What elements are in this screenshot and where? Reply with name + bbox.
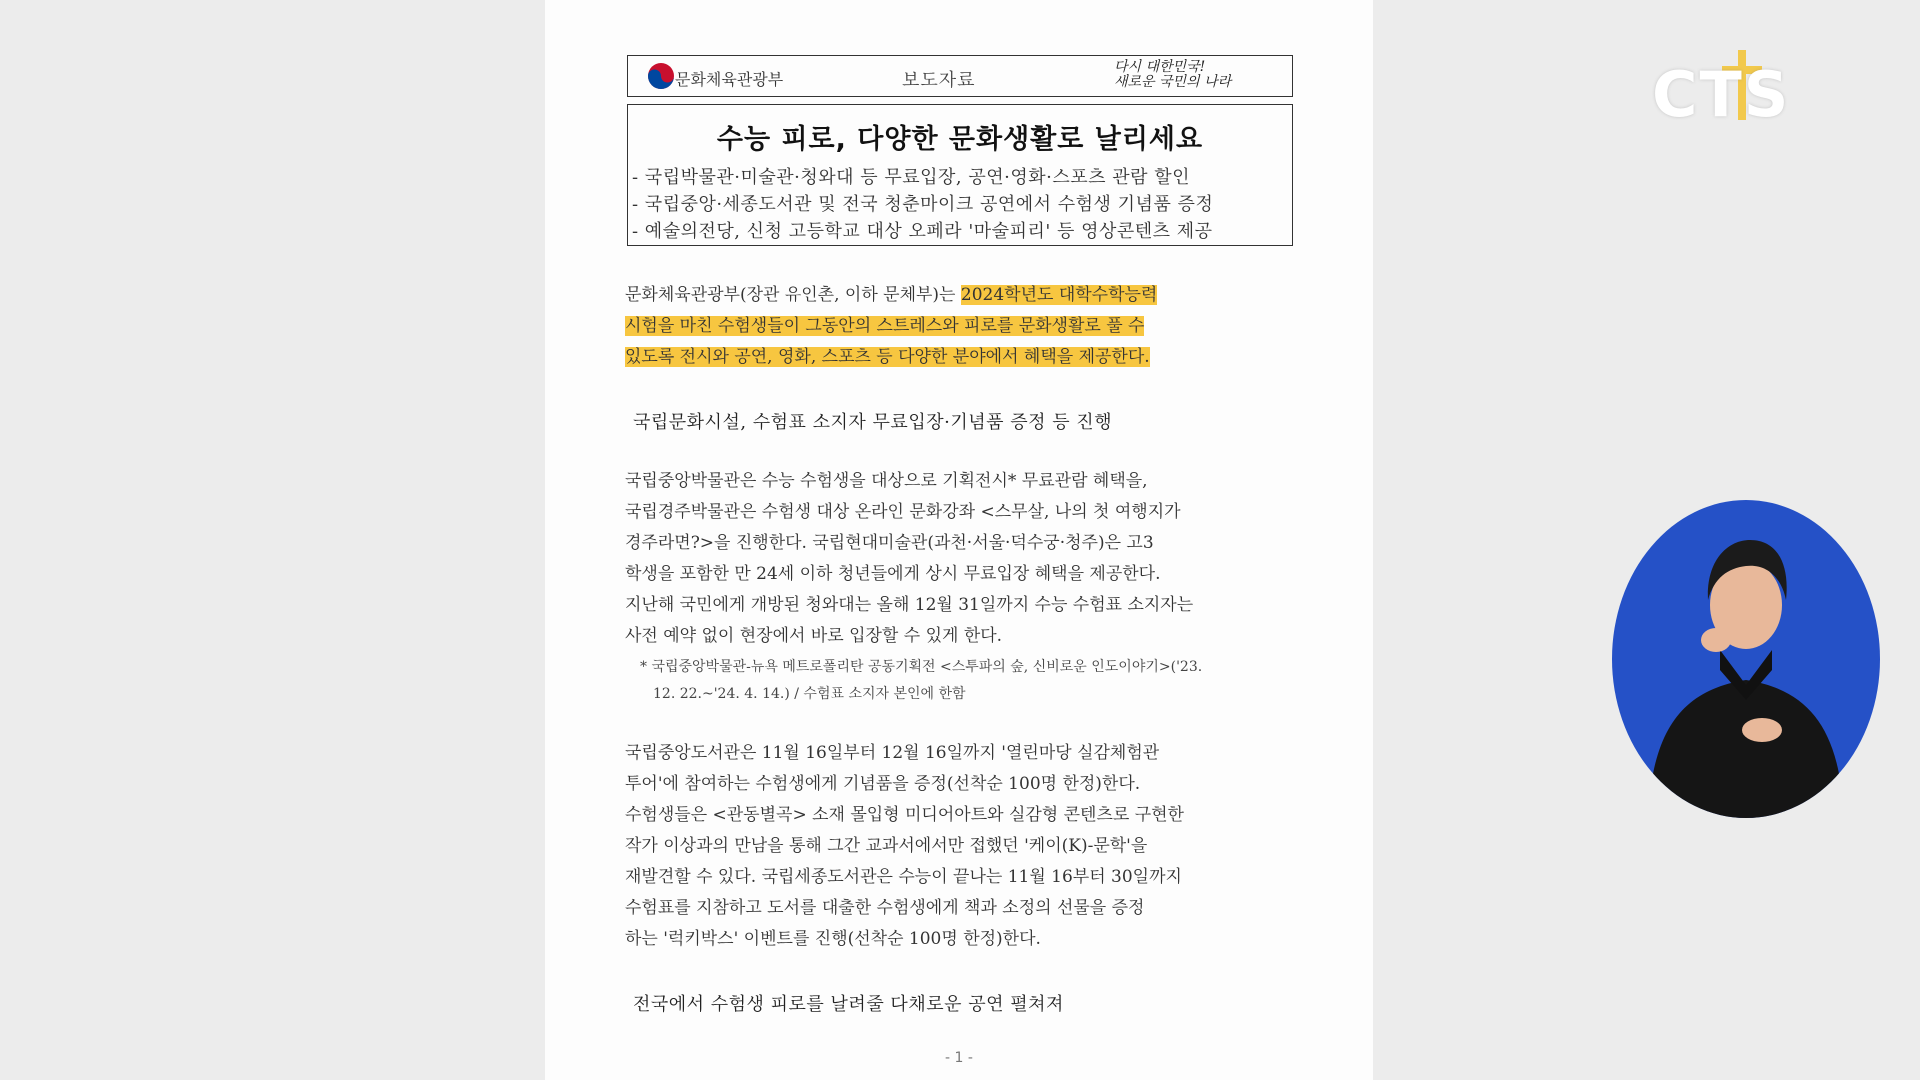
museum-paragraph (625, 466, 1295, 652)
library-paragraph (625, 738, 1295, 955)
section-heading-2: 전국에서 수험생 피로를 날려줄 다채로운 공연 펼쳐져 (633, 994, 1064, 1015)
museum-line-1: 국립중앙박물관은 수능 수험생을 대상으로 기획전시* 무료관람 혜택을, (625, 471, 1148, 491)
background-left (0, 0, 545, 1080)
document-title: 수능 피로, 다양한 문화생활로 날리세요 (716, 124, 1204, 155)
title-box (627, 104, 1293, 246)
page-number: - 1 - (945, 1050, 973, 1066)
library-line-3: 수험생들은 <관동별곡> 소재 몰입형 미디어아트와 실감형 콘텐츠로 구현한 (625, 805, 1184, 825)
intro-line-1 (625, 280, 1295, 311)
footnote-line-1: * 국립중앙박물관-뉴욕 메트로폴리탄 공동기획전 <스투파의 숲, 신비로운 인도이야기>('23. (640, 659, 1203, 675)
museum-line-5: 지난해 국민에게 개방된 청와대는 올해 12월 31일까지 수능 수험표 소지자는 (625, 595, 1194, 615)
subtitle-2: - 국립중앙·세종도서관 및 전국 청춘마이크 공연에서 수험생 기념품 증정 (632, 194, 1214, 215)
press-release-page (545, 0, 1373, 1080)
press-release-label: 보도자료 (902, 70, 976, 91)
intro-highlight-1: 2024학년도 대학수학능력 (960, 285, 1158, 305)
slogan (1114, 60, 1231, 90)
subtitle-1: - 국립박물관·미술관·청와대 등 무료입장, 공연·영화·스포츠 관람 할인 (632, 167, 1190, 188)
taegeuk-emblem-icon (647, 62, 675, 90)
museum-line-4: 학생을 포함한 만 24세 이하 청년들에게 상시 무료입장 혜택을 제공한다. (625, 564, 1161, 584)
library-line-7: 하는 '럭키박스' 이벤트를 진행(선착순 100명 한정)한다. (625, 929, 1041, 949)
library-line-1: 국립중앙도서관은 11월 16일부터 12월 16일까지 '열린마당 실감체험관 (625, 743, 1160, 763)
sign-language-interpreter (1612, 500, 1880, 818)
document-header (627, 55, 1293, 97)
slogan-line-1: 다시 대한민국! (1114, 59, 1206, 75)
library-line-5: 재발견할 수 있다. 국립세종도서관은 수능이 끝나는 11월 16부터 30일까지 (625, 867, 1182, 887)
intro-line-1-text: 문화체육관광부(장관 유인촌, 이하 문체부)는 (625, 285, 961, 305)
library-line-6: 수험표를 지참하고 도서를 대출한 수험생에게 책과 소정의 선물을 증정 (625, 898, 1145, 918)
intro-paragraph (625, 280, 1295, 373)
museum-line-3: 경주라면?>을 진행한다. 국립현대미술관(과천·서울·덕수궁·청주)은 고3 (625, 533, 1154, 553)
intro-line-2 (625, 311, 1295, 342)
museum-line-2: 국립경주박물관은 수험생 대상 온라인 문화강좌 <스무살, 나의 첫 여행지가 (625, 502, 1181, 522)
library-line-2: 투어'에 참여하는 수험생에게 기념품을 증정(선착순 100명 한정)한다. (625, 774, 1141, 794)
subtitle-3: - 예술의전당, 신청 고등학교 대상 오페라 '마술피리' 등 영상콘텐츠 제공 (632, 221, 1213, 242)
museum-line-6: 사전 예약 없이 현장에서 바로 입장할 수 있게 한다. (625, 626, 1003, 646)
intro-highlight-3: 있도록 전시와 공연, 영화, 스포츠 등 다양한 분야에서 혜택을 제공한다. (625, 347, 1150, 367)
footnote (640, 654, 1280, 708)
ministry-name: 문화체육관광부 (675, 70, 784, 89)
library-line-4: 작가 이상과의 만남을 통해 그간 교과서에서만 접했던 '케이(K)-문학'을 (625, 836, 1148, 856)
slogan-line-2: 새로운 국민의 나라 (1114, 74, 1232, 90)
footnote-line-2: 12. 22.~'24. 4. 14.) / 수험표 소지자 본인에 한함 (653, 686, 966, 702)
broadcaster-logo: CTS (1652, 58, 1791, 131)
intro-highlight-2: 시험을 마친 수험생들이 그동안의 스트레스와 피로를 문화생활로 풀 수 (625, 316, 1145, 336)
intro-line-3 (625, 342, 1295, 373)
background-right (1373, 0, 1920, 1080)
sign-language-interpreter-icon (1612, 500, 1880, 818)
section-heading-1: 국립문화시설, 수험표 소지자 무료입장·기념품 증정 등 진행 (633, 412, 1113, 433)
